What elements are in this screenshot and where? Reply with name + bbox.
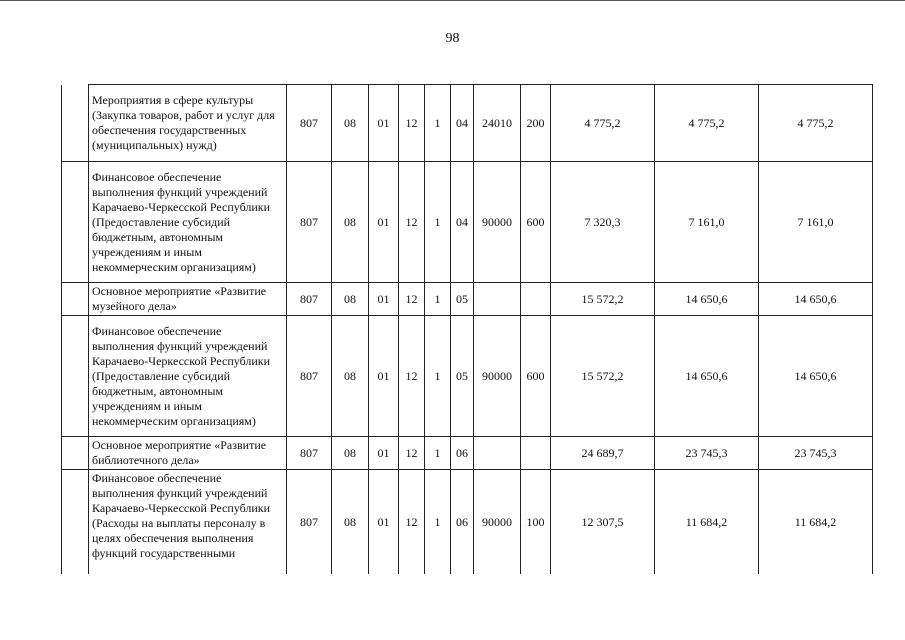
subprogram-code-cell: 1 (425, 437, 451, 470)
row-name-cell: Основное мероприятие «Развитие библиотечного дела» (89, 437, 287, 470)
amount-year3-cell: 4 775,2 (759, 85, 873, 162)
row-name-cell: Финансовое обеспечение выполнения функций учреждений Карачаево-Черкесской Республики (Расходы на выплаты персоналу в целях обеспечения выполнения функций государственными (89, 470, 287, 574)
direction-code-cell (474, 283, 521, 316)
subsection-code-cell: 01 (369, 470, 399, 574)
blank-cell (62, 437, 89, 470)
amount-year1-cell: 4 775,2 (551, 85, 655, 162)
amount-year2-cell: 14 650,6 (655, 316, 759, 437)
program-code-cell: 12 (399, 162, 425, 283)
section-code-cell: 08 (332, 162, 369, 283)
program-code-cell: 12 (399, 470, 425, 574)
expense-type-code-cell: 600 (521, 162, 551, 283)
amount-year3-cell: 11 684,2 (759, 470, 873, 574)
program-code-cell: 12 (399, 85, 425, 162)
section-code-cell: 08 (332, 470, 369, 574)
expense-type-code-cell: 200 (521, 85, 551, 162)
subsection-code-cell: 01 (369, 437, 399, 470)
top-border-line (0, 0, 905, 1)
amount-year1-cell: 24 689,7 (551, 437, 655, 470)
amount-year3-cell: 14 650,6 (759, 316, 873, 437)
amount-year1-cell: 15 572,2 (551, 316, 655, 437)
blank-cell (62, 283, 89, 316)
blank-cell (62, 162, 89, 283)
amount-year1-cell: 7 320,3 (551, 162, 655, 283)
direction-code-cell: 24010 (474, 85, 521, 162)
admin-code-cell: 807 (287, 283, 332, 316)
row-name-cell: Финансовое обеспечение выполнения функций учреждений Карачаево-Черкесской Республики (Предоставление субсидий бюджетным, автономным учреждениям и иным некоммерческим организациям) (89, 316, 287, 437)
amount-year1-cell: 15 572,2 (551, 283, 655, 316)
subsection-code-cell: 01 (369, 316, 399, 437)
subprogram-code-cell: 1 (425, 283, 451, 316)
amount-year2-cell: 7 161,0 (655, 162, 759, 283)
subprogram-code-cell: 1 (425, 85, 451, 162)
row-name-cell: Основное мероприятие «Развитие музейного дела» (89, 283, 287, 316)
admin-code-cell: 807 (287, 316, 332, 437)
row-name-cell: Финансовое обеспечение выполнения функций учреждений Карачаево-Черкесской Республики (Предоставление субсидий бюджетным, автономным учреждениям и иным некоммерческим организациям) (89, 162, 287, 283)
subprogram-code-cell: 1 (425, 162, 451, 283)
admin-code-cell: 807 (287, 162, 332, 283)
expense-type-code-cell (521, 283, 551, 316)
amount-year2-cell: 23 745,3 (655, 437, 759, 470)
table-row (62, 283, 873, 316)
table-row (62, 470, 873, 574)
event-code-cell: 06 (451, 470, 474, 574)
subsection-code-cell: 01 (369, 283, 399, 316)
section-code-cell: 08 (332, 316, 369, 437)
section-code-cell: 08 (332, 283, 369, 316)
event-code-cell: 04 (451, 162, 474, 283)
blank-cell (62, 316, 89, 437)
amount-year3-cell: 14 650,6 (759, 283, 873, 316)
subsection-code-cell: 01 (369, 85, 399, 162)
amount-year3-cell: 23 745,3 (759, 437, 873, 470)
budget-table (61, 84, 873, 574)
section-code-cell: 08 (332, 85, 369, 162)
direction-code-cell: 90000 (474, 470, 521, 574)
event-code-cell: 04 (451, 85, 474, 162)
amount-year2-cell: 4 775,2 (655, 85, 759, 162)
admin-code-cell: 807 (287, 437, 332, 470)
subprogram-code-cell: 1 (425, 470, 451, 574)
event-code-cell: 06 (451, 437, 474, 470)
admin-code-cell: 807 (287, 85, 332, 162)
expense-type-code-cell (521, 437, 551, 470)
blank-cell (62, 85, 89, 162)
page-number: 98 (445, 31, 460, 46)
amount-year1-cell: 12 307,5 (551, 470, 655, 574)
table-row (62, 437, 873, 470)
table-row (62, 162, 873, 283)
amount-year2-cell: 11 684,2 (655, 470, 759, 574)
program-code-cell: 12 (399, 316, 425, 437)
event-code-cell: 05 (451, 283, 474, 316)
subprogram-code-cell: 1 (425, 316, 451, 437)
table-row (62, 316, 873, 437)
expense-type-code-cell: 600 (521, 316, 551, 437)
subsection-code-cell: 01 (369, 162, 399, 283)
amount-year3-cell: 7 161,0 (759, 162, 873, 283)
direction-code-cell: 90000 (474, 316, 521, 437)
expense-type-code-cell: 100 (521, 470, 551, 574)
row-name-cell: Мероприятия в сфере культуры (Закупка товаров, работ и услуг для обеспечения государственных (муниципальных) нужд) (89, 85, 287, 162)
blank-cell (62, 470, 89, 574)
event-code-cell: 05 (451, 316, 474, 437)
direction-code-cell: 90000 (474, 162, 521, 283)
program-code-cell: 12 (399, 437, 425, 470)
program-code-cell: 12 (399, 283, 425, 316)
admin-code-cell: 807 (287, 470, 332, 574)
section-code-cell: 08 (332, 437, 369, 470)
table-row (62, 85, 873, 162)
amount-year2-cell: 14 650,6 (655, 283, 759, 316)
direction-code-cell (474, 437, 521, 470)
